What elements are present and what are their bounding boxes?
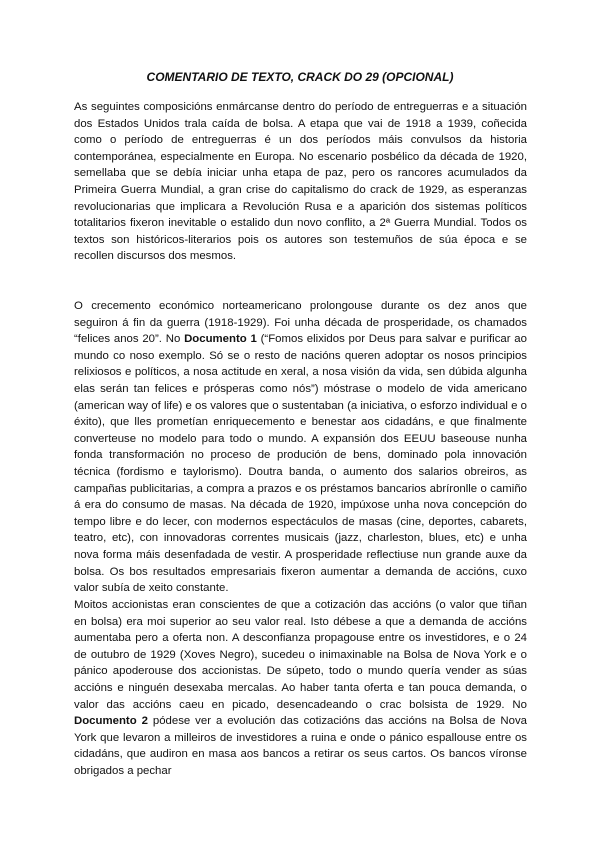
paragraph-intro [74,99,527,265]
document-2-reference: Documento 2 [74,715,148,728]
paragraph-text-after: pódese ver a evolución das cotizacións das accións na Bolsa de Nova York que levaron a milleiros de investidores a ruina e onde o pánico espallouse entre os cidadáns, que audiron en masa aos bancos a retirar os seus cartos. Os bancos víronse obrigados a pechar [74,715,527,777]
document-1-reference: Documento 1 [184,333,257,346]
paragraph-text-after: (“Fomos elixidos por Deus para salvar e purificar ao mundo co noso exemplo. Só se o resto de nacións queren adoptar os nosos principios relixiosos e políticos, a nosa actitude en xeral, a nosa visión da vida, sen dúbida algunha elas serán tan felices e prósperas como nós”) móstrase o modelo de vida americano (american way of life) e os valores que o sustentaban (a iniciativa, o esforzo individual e o éxito), que lles prometían enriquecemento e benestar aos cidadáns, e que finalmente converteuse no modelo para todo o mundo. A expansión dos EEUU baseouse nunha fonda transformación no proceso de produción de bens, dominado pola innovación técnica (fordismo e taylorismo). Doutra banda, o aumento dos salarios obreiros, as campañas publicitarias, a compra a prazos e os préstamos bancarios abríronlle o camiño á era do consumo de masas. Na década de 1920, impúxose unha nova concepción do tempo libre e do lecer, con modernos espectáculos de masas (cine, deportes, cabarets, teatro, etc), con innovadoras correntes musicais (jazz, charleston, blues, etc) e unha nova forma máis desenfadada de vestir. A prosperidade reflectiuse nun grande auxe da bolsa. Os bos resultados empresariais fixeron aumentar a demanda de accións, cuxo valor subía de xeito constante. [74,333,527,595]
paragraph-crash [74,597,527,780]
document-title: COMENTARIO DE TEXTO, CRACK DO 29 (OPCIONAL) [146,70,454,84]
paragraph-intro-text: As seguintes composicións enmárcanse dentro do período de entreguerras e a situación dos Estados Unidos trala caída de bolsa. A etapa que vai de 1918 a 1939, coñecida como o período de entreguerras é un dos períodos máis convulsos da historia contemporánea, especialmente en Europa. No escenario posbélico da década de 1920, semellaba que se debía iniciar unha etapa de paz, pero os rancores acumulados da Primeira Guerra Mundial, a gran crise do capitalismo do crack de 1929, as esperanzas revolucionarias que implicara a Revolución Rusa e a aparición dos sistemas políticos totalitarios fixeron inevitable o estalido dun novo conflito, a 2ª Guerra Mundial. Todos os textos son históricos-literarios pois os autores son testemuños de súa época e se recollen discursos dos mesmos. [74,101,527,263]
paragraph-text-before: Moitos accionistas eran conscientes de que a cotización das accións (o valor que tiñan en bolsa) era moi superior ao seu valor real. Isto débese a que a demanda de accións aumentaba pero a oferta non. A desconfianza propagouse entre os investidores, e o 24 de outubro de 1929 (Xoves Negro), sucedeu o inimaxinable na Bolsa de Nova York e o pánico apoderouse dos accionistas. De súpeto, todo o mundo quería vender as súas accións e ninguén desexaba mercalas. Ao haber tanta oferta e tan pouca demanda, o valor das accións caeu en picado, desencadeando o crac bolsista de 1929. No [74,599,527,711]
paragraph-economic-growth [74,298,527,597]
paragraph-text-before: O crecemento económico norteamericano prolongouse durante os dez anos que seguiron á fin da guerra (1918-1929). Foi unha década de prosperidade, os chamados “felices anos 20”. No [74,300,527,346]
